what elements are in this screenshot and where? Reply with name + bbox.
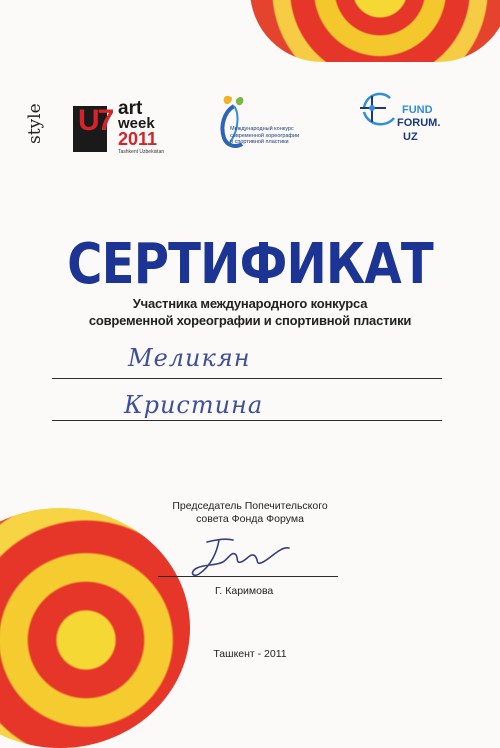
forum-logo-text: FORUM.: [397, 117, 441, 129]
handwritten-signature: [185, 532, 305, 582]
certificate-title: СЕРТИФИКАТ: [67, 232, 433, 297]
art-logo-text: art: [118, 98, 143, 119]
first-name-underline: [52, 420, 442, 421]
decorative-paint-top: [250, 0, 500, 62]
artweek-city-text: Tashkent Uzbekistan: [118, 149, 165, 155]
certificate-subtitle-line-1: Участника международного конкурса: [132, 296, 368, 311]
week-logo-text: week: [118, 115, 155, 132]
signatory-role-line-2: совета Фонда Форума: [196, 513, 304, 525]
contest-logo-line-3: и спортивной пластики: [230, 139, 289, 145]
style-logo-text: style: [25, 103, 45, 144]
certificate-subtitle-line-2: современной хореографии и спортивной пластики: [88, 313, 412, 328]
place-and-year: Ташкент - 2011: [213, 648, 287, 660]
recipient-surname: Меликян: [128, 344, 251, 372]
fund-logo-text: FUND: [402, 104, 433, 116]
signatory-role-line-1: Председатель Попечительского: [172, 500, 328, 512]
recipient-first-name: Кристина: [124, 391, 264, 419]
surname-underline: [52, 378, 442, 379]
contest-logo-text: [230, 126, 330, 146]
u7-logo-text: U7: [78, 104, 113, 137]
contest-logo-line-2: современной хореографии: [230, 132, 300, 139]
decorative-paint-bottom: [0, 508, 190, 748]
signature-underline: [158, 576, 338, 577]
contest-logo-line-1: Международный конкурс: [230, 126, 294, 132]
year-logo-text: 2011: [118, 129, 158, 149]
fund-forum-logo-icon: [356, 86, 402, 132]
uz-logo-text: UZ: [403, 131, 418, 143]
signatory-name: Г. Каримова: [215, 585, 274, 597]
